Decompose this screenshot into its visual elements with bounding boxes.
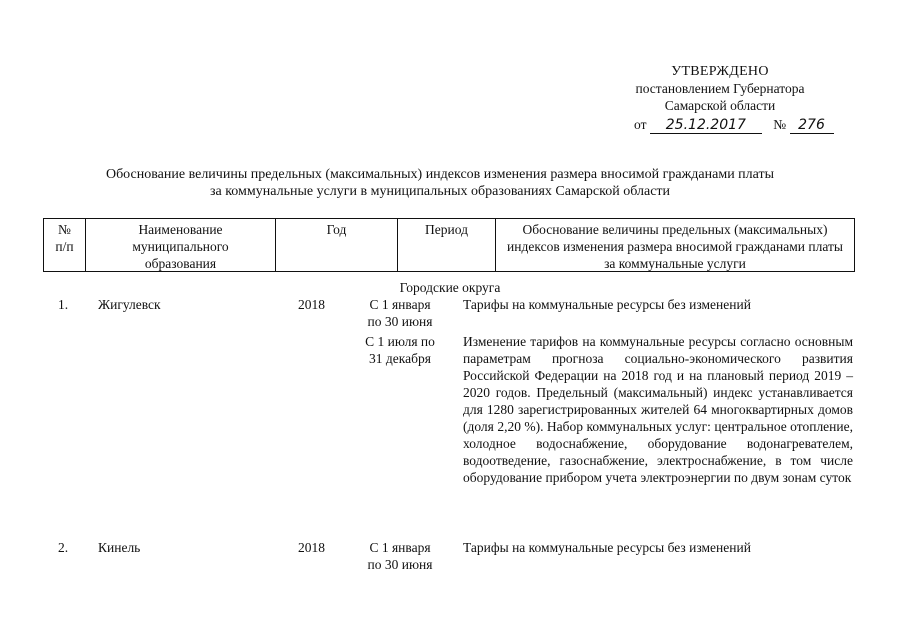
header-municipality — [86, 219, 276, 271]
row-year: 2018 — [298, 297, 325, 312]
row-municipality: Жигулевск — [98, 297, 161, 312]
approval-from-label: от — [634, 117, 647, 132]
row-period-1-line-2: по 30 июня — [367, 314, 433, 329]
row-period-1-line-1: С 1 января — [369, 297, 431, 312]
row-period-2 — [352, 333, 448, 367]
approval-line-1: постановлением Губернатора — [635, 81, 805, 96]
row-period-2-line-2: 31 декабря — [369, 351, 431, 366]
header-municipality-line-2: муниципального — [132, 239, 229, 254]
row-period-2-line-1: С 1 июля по — [365, 334, 435, 349]
header-number-line-2: п/п — [55, 239, 74, 254]
header-basis-line-3: за коммунальные услуги — [604, 256, 746, 271]
document-title-line-2: за коммунальные услуги в муниципальных образованиях Самарской области — [209, 184, 671, 199]
row-number: 2. — [58, 540, 69, 555]
approval-heading: УТВЕРЖДЕНО — [671, 64, 769, 79]
header-number — [44, 219, 86, 271]
row-basis-1: Тарифы на коммунальные ресурсы без изменений — [463, 540, 751, 555]
header-basis — [496, 219, 854, 271]
approval-number-sign: № — [773, 117, 787, 132]
document-title-line-1: Обоснование величины предельных (максимальных) индексов изменения размера вносимой гражданами платы — [105, 167, 775, 182]
document-title — [40, 166, 840, 200]
approval-date-line — [600, 116, 840, 133]
header-municipality-line-3: образования — [144, 256, 217, 271]
header-period: Период — [398, 219, 496, 271]
header-municipality-line-1: Наименование — [138, 222, 223, 237]
header-basis-line-2: индексов изменения размера вносимой гражданами платы — [507, 239, 843, 254]
row-period-1-line-2: по 30 июня — [367, 557, 433, 572]
approval-date: 25.12.2017 — [650, 118, 762, 134]
row-basis-1: Тарифы на коммунальные ресурсы без изменений — [463, 297, 751, 312]
row-year: 2018 — [298, 540, 325, 555]
row-period-1 — [352, 539, 448, 573]
table-header — [43, 218, 855, 272]
row-number: 1. — [58, 297, 69, 312]
header-number-line-1: № — [58, 222, 71, 237]
approval-stamp — [600, 63, 840, 133]
row-basis-2: Изменение тарифов на коммунальные ресурсы согласно основным параметрам прогноза социально-экономического развития Российской Федерации на 2018 год и на плановый период 2019 – 2020 годов. Предельный (максимальный) индекс устанавливается для 1280 зарегистрированных жителей 64 многоквартирных домов (доля 2,20 %). Набор коммунальных услуг: центральное отопление, холодное водоснабжение, оборудование водонагревателем, водоотведение, газоснабжение, электроснабжение, в том числе оборудование прибором учета электроэнергии по двум зонам суток — [463, 334, 853, 485]
section-title-city-districts: Городские округа — [399, 280, 501, 295]
row-period-1-line-1: С 1 января — [369, 540, 431, 555]
row-period-1 — [352, 296, 448, 330]
header-year: Год — [276, 219, 398, 271]
row-municipality: Кинель — [98, 540, 141, 555]
approval-number: 276 — [790, 118, 834, 134]
header-basis-line-1: Обоснование величины предельных (максимальных) — [522, 222, 828, 237]
approval-line-2: Самарской области — [664, 98, 776, 113]
